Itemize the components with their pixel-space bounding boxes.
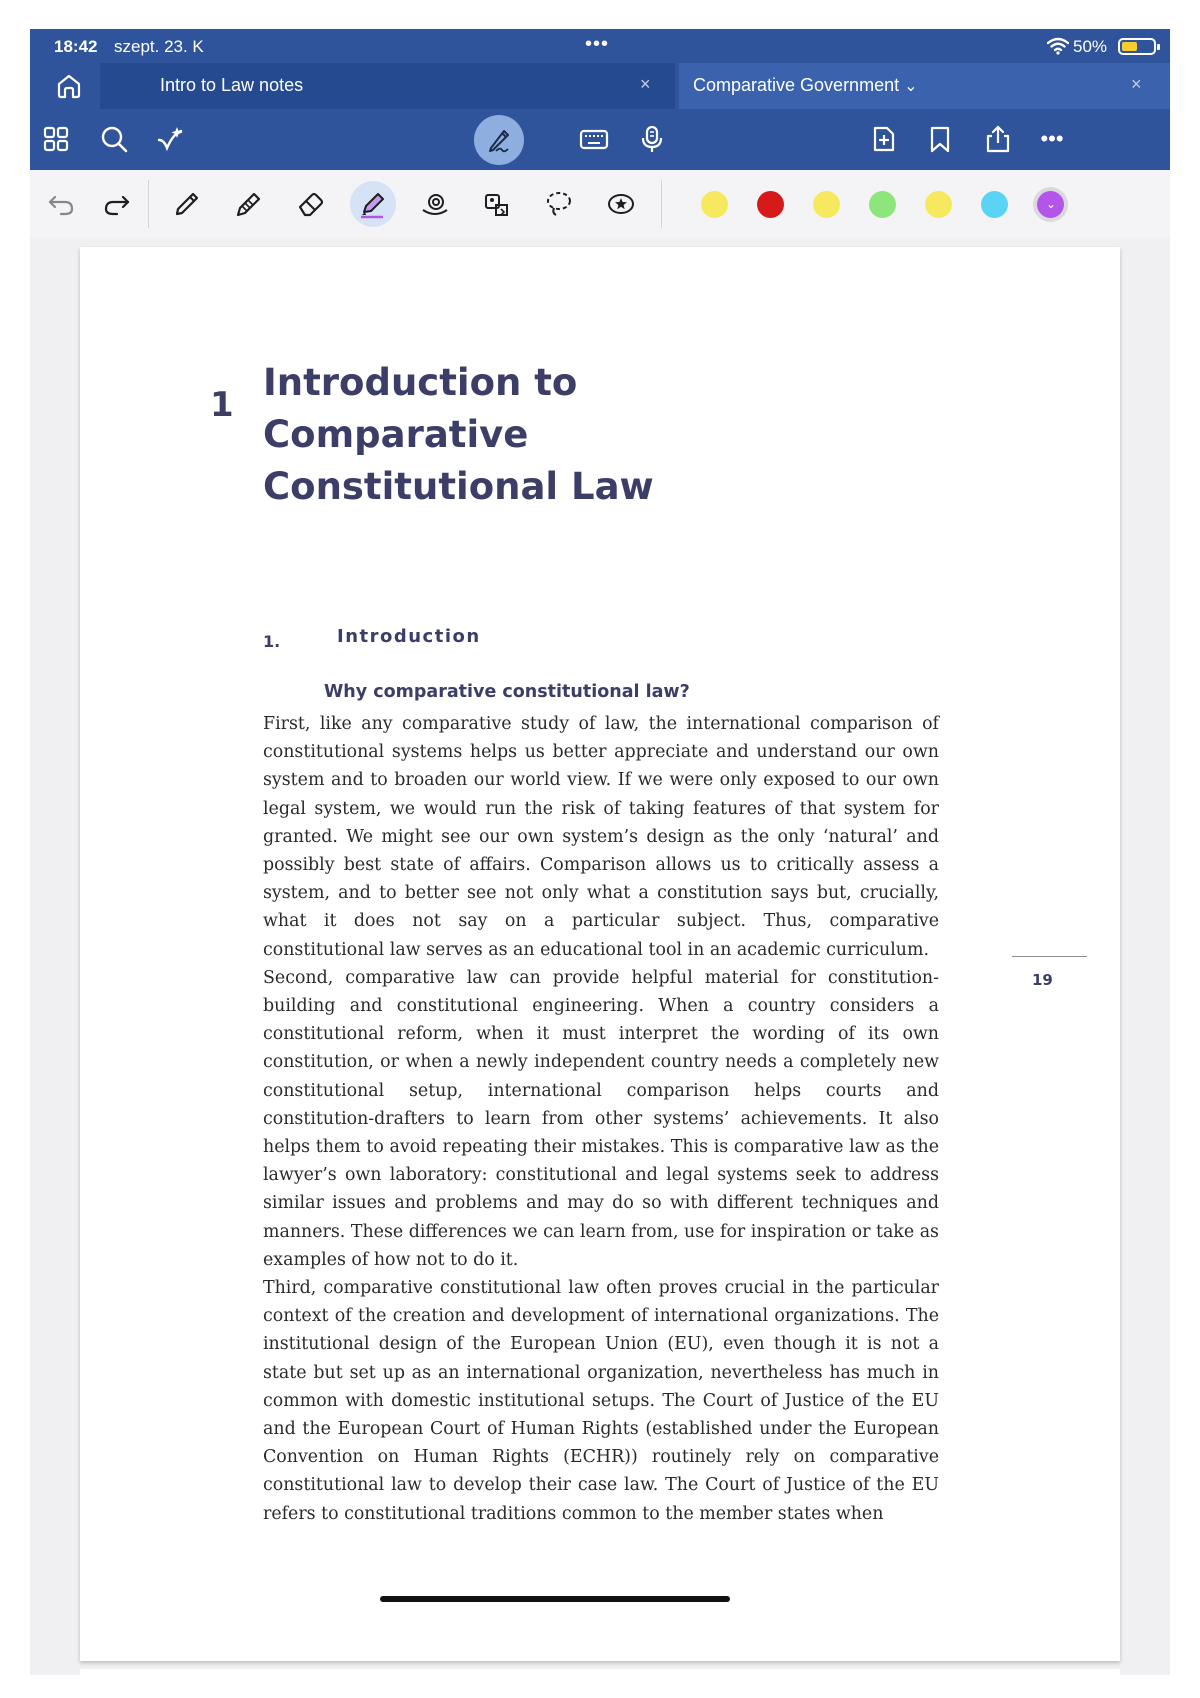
chapter-title: Introduction to Comparative Constitutional Law bbox=[263, 361, 654, 508]
battery-icon bbox=[1118, 38, 1156, 55]
eraser-icon[interactable] bbox=[288, 181, 334, 227]
main-toolbar bbox=[30, 109, 1170, 170]
status-date: szept. 23. K bbox=[114, 37, 204, 56]
keyboard-icon[interactable] bbox=[572, 117, 616, 161]
ai-sparkle-icon[interactable] bbox=[148, 117, 192, 161]
sticker-icon[interactable] bbox=[598, 181, 644, 227]
close-tab-icon[interactable]: × bbox=[640, 74, 651, 94]
tablet-screen bbox=[30, 29, 1170, 1675]
color-swatch-red[interactable] bbox=[757, 191, 784, 218]
pen-mode-icon[interactable] bbox=[474, 115, 524, 165]
search-icon[interactable] bbox=[92, 117, 136, 161]
more-icon[interactable]: ••• bbox=[1040, 126, 1064, 151]
undo-icon[interactable] bbox=[38, 181, 84, 227]
tab-intro-to-law-notes[interactable] bbox=[100, 63, 675, 109]
wifi-icon bbox=[1047, 37, 1069, 55]
color-swatch-yellow[interactable] bbox=[701, 191, 728, 218]
tab-bar bbox=[30, 63, 1170, 109]
app-header bbox=[30, 29, 1170, 170]
color-swatch-purple[interactable] bbox=[1037, 191, 1064, 218]
close-tab-icon[interactable]: × bbox=[1131, 74, 1142, 94]
status-bar bbox=[30, 29, 1170, 63]
tab-label: Intro to Law notes bbox=[160, 75, 304, 95]
grid-icon[interactable] bbox=[34, 117, 78, 161]
home-indicator[interactable] bbox=[380, 1596, 730, 1602]
color-swatch-green[interactable] bbox=[869, 191, 896, 218]
shapes-icon[interactable] bbox=[412, 181, 458, 227]
bookmark-icon[interactable] bbox=[918, 117, 962, 161]
body-text bbox=[263, 710, 939, 1528]
battery-nub bbox=[1157, 44, 1160, 50]
highlighter-icon[interactable] bbox=[350, 181, 396, 227]
toolbar-divider bbox=[148, 180, 149, 228]
home-icon[interactable] bbox=[54, 71, 84, 101]
pencil-icon[interactable] bbox=[226, 181, 272, 227]
page-number: 19 bbox=[1032, 971, 1053, 989]
section-number: 1. bbox=[263, 632, 281, 651]
battery-percent: 50% bbox=[1073, 37, 1108, 56]
drawing-tools-bar bbox=[30, 170, 1170, 237]
selected-check-icon: ⌄ bbox=[1046, 197, 1057, 211]
share-icon[interactable] bbox=[976, 117, 1020, 161]
section-title: Introduction bbox=[337, 626, 481, 647]
status-time: 18:42 bbox=[54, 37, 98, 56]
battery-fill bbox=[1122, 42, 1137, 51]
color-swatch-yellow[interactable] bbox=[925, 191, 952, 218]
redo-icon[interactable] bbox=[94, 181, 140, 227]
next-document-page[interactable] bbox=[80, 1669, 1120, 1675]
tab-comparative-government[interactable] bbox=[679, 63, 1170, 109]
subheading: Why comparative constitutional law? bbox=[324, 682, 690, 702]
page-number-rule bbox=[1012, 956, 1087, 957]
color-swatch-cyan[interactable] bbox=[981, 191, 1008, 218]
lasso-icon[interactable] bbox=[536, 181, 582, 227]
document-page[interactable] bbox=[80, 247, 1120, 1661]
pen-icon[interactable] bbox=[164, 181, 210, 227]
paragraph: First, like any comparative study of law, the international comparison of constitutional systems helps us better appreciate and understand our own system and to broaden our world view. If we were only exposed to our own legal system, we would run the risk of taking features of that system for granted. We might see our own system’s design as the only ‘natural’ and possibly best state of affairs. Comparison allows us to critically assess a system, and to better see not only what a constitution says but, crucially, what it does not say on a particular subject. Thus, comparative constitutional law serves as an educational tool in an academic curriculum. bbox=[263, 714, 939, 960]
chevron-down-icon[interactable]: ⌄ bbox=[904, 78, 918, 95]
tab-label bbox=[693, 75, 918, 96]
add-page-icon[interactable] bbox=[862, 117, 906, 161]
element-icon[interactable] bbox=[474, 181, 520, 227]
paragraph: Second, comparative law can provide helpful material for constitution-building and constitutional engineering. When a country considers a constitutional reform, when it must interpret the wording of its own constitution, or when a newly independent country needs a completely new constitutional setup, international comparison helps courts and constitution-drafters to learn from other systems’ achievements. It also helps them to avoid repeating their mistakes. This is comparative law as the lawyer’s own laboratory: constitutional and legal systems seek to address similar issues and problems and may do so with different techniques and manners. These differences we can learn from, use for inspiration or take as examples of how not to do it. bbox=[263, 967, 939, 1270]
tab-title: Comparative Government bbox=[693, 75, 900, 95]
chapter-number: 1 bbox=[210, 385, 234, 425]
multitasking-dots[interactable]: ••• bbox=[585, 33, 610, 55]
microphone-icon[interactable] bbox=[630, 117, 674, 161]
color-swatch-yellow[interactable] bbox=[813, 191, 840, 218]
paragraph: Third, comparative constitutional law often proves crucial in the particular context of the creation and development of international organizations. The institutional design of the European Union (EU), even though it is not a state but set up as an international organization, nevertheless has much in common with domestic institutional setups. The Court of Justice of the EU and the European Court of Human Rights (established under the European Convention on Human Rights (ECHR)) routinely rely on comparative constitutional law to develop their case law. The Court of Justice of the EU refers to constitutional traditions common to the member states when bbox=[263, 1278, 939, 1524]
toolbar-divider bbox=[661, 180, 662, 228]
